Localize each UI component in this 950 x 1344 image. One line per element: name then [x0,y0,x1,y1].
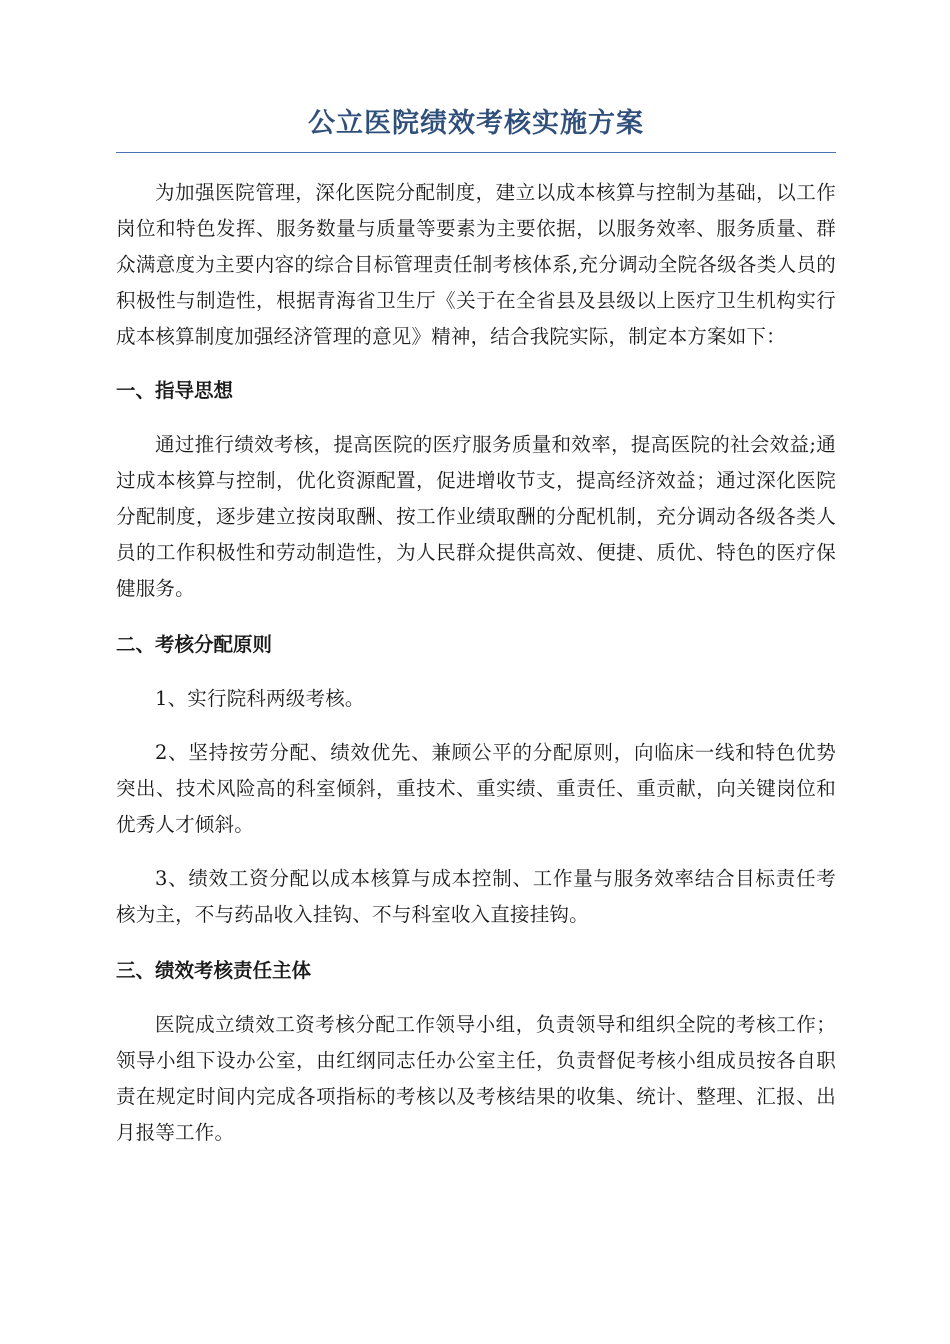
principle-item-1: 1、实行院科两级考核。 [155,687,365,710]
section-heading-guiding-ideology: 一、指导思想 [116,379,234,402]
document-page [116,104,836,1151]
document-title: 公立医院绩效考核实施方案 [116,104,836,153]
section-heading-responsible-body: 三、绩效考核责任主体 [116,959,312,982]
intro-paragraph: 为加强医院管理，深化医院分配制度，建立以成本核算与控制为基础，以工作岗位和特色发挥、服务数量与质量等要素为主要依据，以服务效率、服务质量、群众满意度为主要内容的综合目标管理责任制考核体系,充分调动全院各级各类人员的积极性与制造性，根据青海省卫生厅《关于在全省县及县级以上医疗卫生机构实行成本核算制度加强经济管理的意见》精神，结合我院实际，制定本方案如下： [116,181,836,348]
section-paragraph-responsible-body: 医院成立绩效工资考核分配工作领导小组，负责领导和组织全院的考核工作；领导小组下设办公室，由红纲同志任办公室主任，负责督促考核小组成员按各自职责在规定时间内完成各项指标的考核以及考核结果的收集、统计、整理、汇报、出月报等工作。 [116,1013,836,1144]
principle-item-3: 3、绩效工资分配以成本核算与成本控制、工作量与服务效率结合目标责任考核为主，不与药品收入挂钩、不与科室收入直接挂钩。 [116,867,836,926]
section-paragraph-guiding-ideology: 通过推行绩效考核，提高医院的医疗服务质量和效率，提高医院的社会效益;通过成本核算与控制，优化资源配置，促进增收节支，提高经济效益；通过深化医院分配制度，逐步建立按岗取酬、按工作业绩取酬的分配机制，充分调动各级各类人员的工作积极性和劳动制造性，为人民群众提供高效、便捷、质优、特色的医疗保健服务。 [116,433,836,600]
principle-item-2: 2、坚持按劳分配、绩效优先、兼顾公平的分配原则，向临床一线和特色优势突出、技术风险高的科室倾斜，重技术、重实绩、重责任、重贡献，向关键岗位和优秀人才倾斜。 [116,741,836,836]
section-heading-allocation-principles: 二、考核分配原则 [116,633,273,656]
